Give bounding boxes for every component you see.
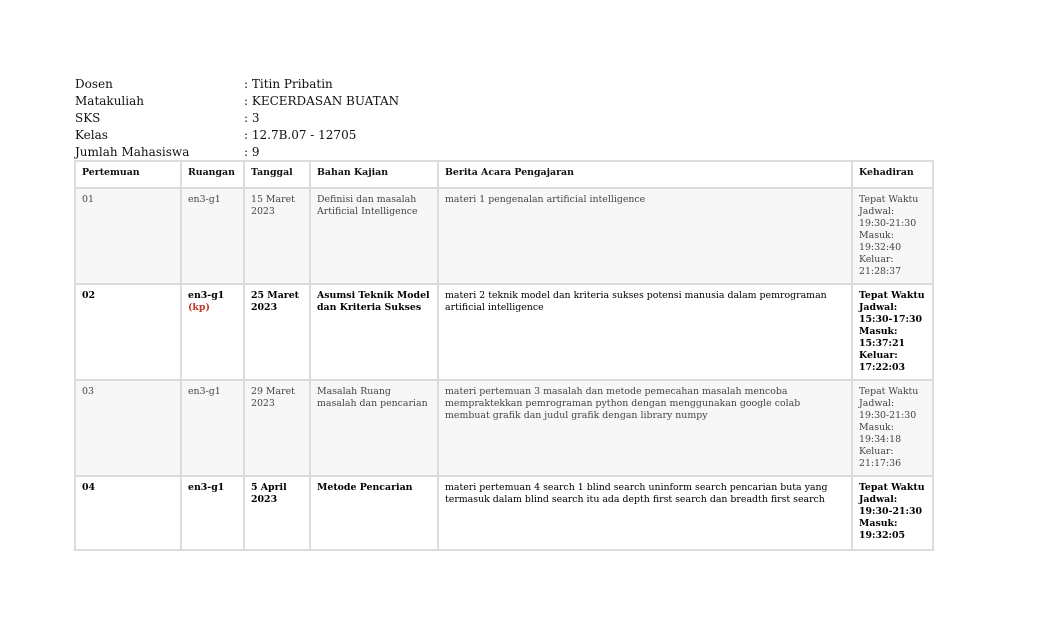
keluar-label: Keluar: [859, 350, 898, 361]
ruangan-cell [181, 188, 244, 284]
attendance-status: Tepat Waktu [859, 482, 925, 493]
matakuliah-label: Matakuliah [75, 94, 144, 108]
bahan-kajian-cell: Metode Pencarian [310, 476, 438, 550]
jadwal-label: Jadwal: [859, 398, 895, 409]
attendance-status: Tepat Waktu [859, 194, 919, 205]
header-ruangan: Ruangan [181, 161, 244, 188]
attendance-status: Tepat Waktu [859, 290, 925, 301]
tanggal-cell: 5 April 2023 [244, 476, 310, 550]
ruangan-cell [181, 476, 244, 550]
keluar-time: 17:22:03 [859, 362, 906, 373]
masuk-label: Masuk: [859, 230, 894, 241]
jadwal-label: Jadwal: [859, 494, 898, 505]
header-kehadiran: Kehadiran [852, 161, 933, 188]
table-header-row [75, 161, 933, 188]
kelas-label: Kelas [75, 128, 108, 142]
kp-badge: (kp) [188, 302, 210, 313]
info-row-dosen [75, 76, 399, 93]
ruangan-cell [181, 284, 244, 380]
masuk-time: 15:37:21 [859, 338, 906, 349]
table-row [75, 380, 933, 476]
masuk-label: Masuk: [859, 326, 898, 337]
ruangan-text: en3-g1 [188, 194, 221, 205]
masuk-label: Masuk: [859, 422, 894, 433]
dosen-value: : Titin Pribatin [244, 77, 333, 91]
header-pertemuan: Pertemuan [75, 161, 181, 188]
bahan-kajian-cell: Masalah Ruang masalah dan pencarian [310, 380, 438, 476]
masuk-time: 19:32:05 [859, 530, 906, 541]
kehadiran-cell [852, 188, 933, 284]
table-row [75, 476, 933, 550]
keluar-label: Keluar: [859, 446, 894, 457]
attendance-status: Tepat Waktu [859, 386, 919, 397]
jadwal-time: 19:30-21:30 [859, 410, 917, 421]
jadwal-label: Jadwal: [859, 206, 895, 217]
bahan-kajian-cell: Asumsi Teknik Model dan Kriteria Sukses [310, 284, 438, 380]
dosen-label: Dosen [75, 77, 113, 91]
berita-acara-cell: materi pertemuan 4 search 1 blind search uninform search pencarian buta yang termasuk dalam blind search itu ada depth first search dan breadth first search [438, 476, 852, 550]
pertemuan-cell: 03 [75, 380, 181, 476]
berita-acara-cell: materi 2 teknik model dan kriteria sukses potensi manusia dalam pemrograman artificial intelligence [438, 284, 852, 380]
kelas-value: : 12.7B.07 - 12705 [244, 128, 357, 142]
keluar-time: 21:28:37 [859, 266, 902, 277]
pertemuan-cell: 01 [75, 188, 181, 284]
masuk-time: 19:34:18 [859, 434, 902, 445]
ruangan-text: en3-g1 [188, 386, 221, 397]
jumlah-value: : 9 [244, 145, 260, 159]
keluar-label: Keluar: [859, 254, 894, 265]
info-row-kelas [75, 127, 399, 144]
sks-value: : 3 [244, 111, 260, 125]
ruangan-cell [181, 380, 244, 476]
ruangan-text: en3-g1 [188, 290, 225, 301]
table-row [75, 284, 933, 380]
header-berita-acara: Berita Acara Pengajaran [438, 161, 852, 188]
masuk-time: 19:32:40 [859, 242, 902, 253]
tanggal-cell: 25 Maret 2023 [244, 284, 310, 380]
masuk-label: Masuk: [859, 518, 898, 529]
berita-acara-cell: materi 1 pengenalan artificial intelligence [438, 188, 852, 284]
tanggal-cell: 15 Maret 2023 [244, 188, 310, 284]
berita-acara-cell: materi pertemuan 3 masalah dan metode pemecahan masalah mencoba mempraktekkan pemrograman python dengan menggunakan google colab membuat grafik dan judul grafik dengan library numpy [438, 380, 852, 476]
header-tanggal: Tanggal [244, 161, 310, 188]
kehadiran-cell [852, 380, 933, 476]
sks-label: SKS [75, 111, 101, 125]
header-bahan-kajian: Bahan Kajian [310, 161, 438, 188]
matakuliah-value: : KECERDASAN BUATAN [244, 94, 400, 108]
jadwal-time: 19:30-21:30 [859, 218, 917, 229]
keluar-time: 21:17:36 [859, 458, 902, 469]
course-info [75, 76, 399, 161]
bahan-kajian-cell: Definisi dan masalah Artificial Intelligence [310, 188, 438, 284]
pertemuan-cell: 04 [75, 476, 181, 550]
pertemuan-cell: 02 [75, 284, 181, 380]
jumlah-label: Jumlah Mahasiswa [75, 145, 190, 159]
jadwal-time: 19:30-21:30 [859, 506, 922, 517]
info-row-matakuliah [75, 93, 399, 110]
ruangan-text: en3-g1 [188, 482, 225, 493]
tanggal-cell: 29 Maret 2023 [244, 380, 310, 476]
jadwal-time: 15:30-17:30 [859, 314, 922, 325]
table-row [75, 188, 933, 284]
jadwal-label: Jadwal: [859, 302, 898, 313]
teaching-report-table [74, 160, 934, 551]
kehadiran-cell [852, 476, 933, 550]
kehadiran-cell [852, 284, 933, 380]
info-row-sks [75, 110, 399, 127]
info-row-jumlah [75, 144, 399, 161]
